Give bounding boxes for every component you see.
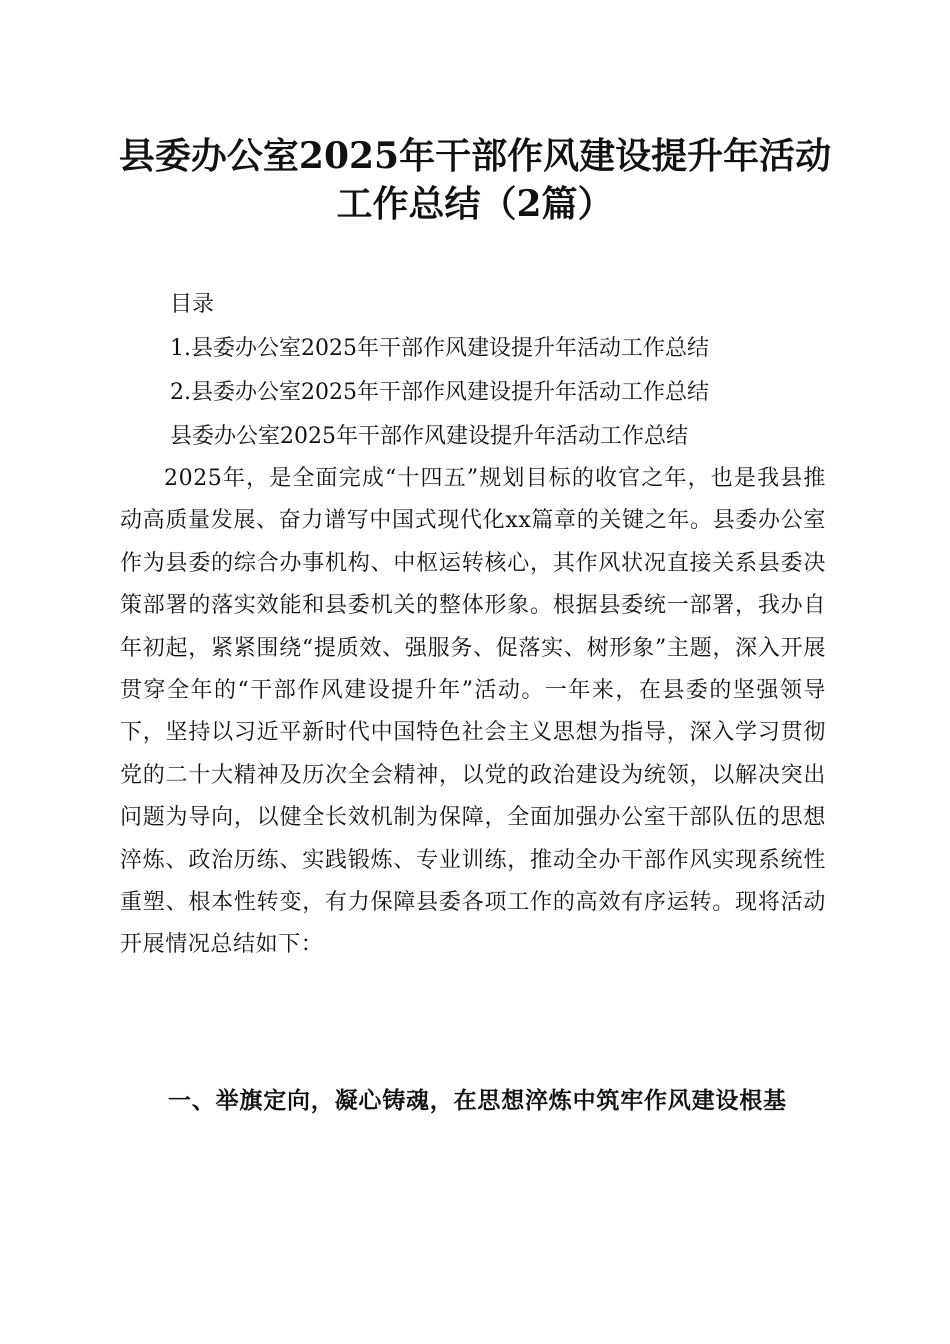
- document-title: [0, 132, 950, 228]
- toc-item-1: 1.县委办公室2025年干部作风建设提升年活动工作总结: [170, 336, 709, 361]
- intro-paragraph: 2025年，是全面完成“十四五”规划目标的收官之年，也是我县推动高质量发展、奋力谱写中国式现代化xx篇章的关键之年。县委办公室作为县委的综合办事机构、中枢运转核心，其作风状况直接关系县委决策部署的落实效能和县委机关的整体形象。根据县委统一部署，我办自年初起，紧紧围绕“提质效、强服务、促落实、树形象”主题，深入开展贯穿全年的“干部作风建设提升年”活动。一年来，在县委的坚强领导下，坚持以习近平新时代中国特色社会主义思想为指导，深入学习贯彻党的二十大精神及历次全会精神，以党的政治建设为统领，以解决突出问题为导向，以健全长效机制为保障，全面加强办公室干部队伍的思想淬炼、政治历练、实践锻炼、专业训练，推动全办干部作风实现系统性重塑、根本性转变，有力保障县委各项工作的高效有序运转。现将活动开展情况总结如下：: [120, 466, 826, 958]
- article-title: 县委办公室2025年干部作风建设提升年活动工作总结: [170, 424, 688, 449]
- table-of-contents: [120, 283, 825, 459]
- toc-heading: 目录: [170, 292, 215, 317]
- toc-item-2: 2.县委办公室2025年干部作风建设提升年活动工作总结: [170, 380, 709, 405]
- document-title-line-2: 工作总结（2篇）: [336, 183, 614, 225]
- section-heading-1: 一、举旗定向，凝心铸魂，在思想淬炼中筑牢作风建设根基: [168, 1087, 787, 1114]
- document-title-line-1: 县委办公室2025年干部作风建设提升年活动: [118, 135, 832, 177]
